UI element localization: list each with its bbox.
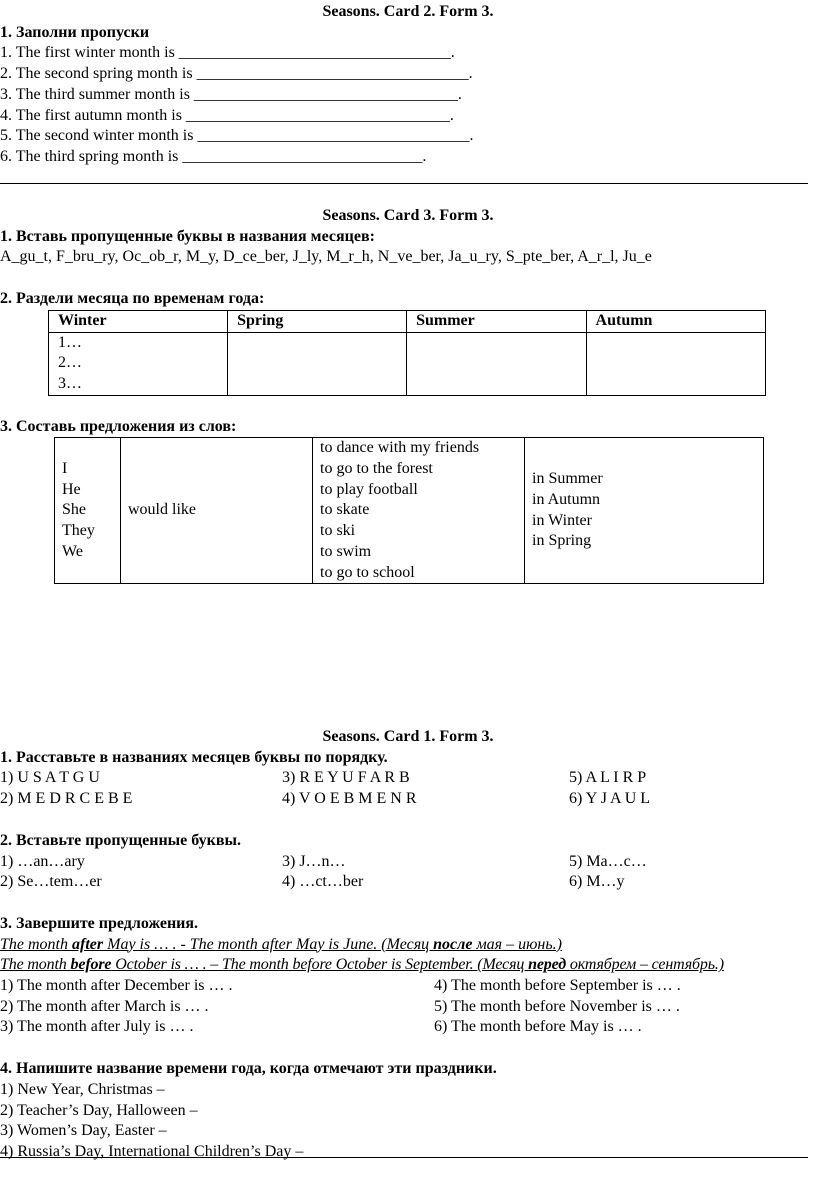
example-before-part2: October is … . – The month before October is September. (Месяц	[111, 956, 529, 974]
sentence-3: 3) The month after July is … .	[0, 1018, 194, 1036]
season-row-2: 2…	[58, 354, 82, 372]
season-option-2: in Autumn	[532, 491, 601, 509]
example-before-keyword: before	[70, 956, 112, 974]
scrambled-2: 2) M E D R C E B E	[0, 790, 133, 808]
card3-task3-heading: 3. Составь предложения из слов:	[0, 417, 237, 435]
card3-title: Seasons. Card 3. Form 3.	[322, 207, 494, 224]
card1	[0, 727, 816, 1163]
season-header-summer: Summer	[407, 310, 586, 332]
card1-task1-heading: 1. Расставьте в названиях месяцев буквы по порядку.	[0, 748, 388, 766]
scrambled-grid	[0, 768, 816, 809]
card1-task4-heading: 4. Напишите название времени года, когда отмечают эти праздники.	[0, 1060, 497, 1078]
subject-2: He	[62, 480, 81, 498]
card1-task2-heading: 2. Вставьте пропущенные буквы.	[0, 831, 241, 849]
sentence-6: 6) The month before May is … .	[434, 1018, 642, 1036]
summer-cell	[407, 332, 586, 395]
spring-cell	[228, 332, 407, 395]
example-after-part2: May is … . - The month after May is June. (Месяц	[103, 935, 434, 953]
gap-6: 6) M…y	[569, 873, 625, 891]
sentence-1: 1) The month after December is … .	[0, 977, 233, 995]
subject-3: She	[62, 501, 86, 519]
season-option-1: in Summer	[532, 470, 603, 488]
activity-6: to swim	[320, 542, 372, 560]
season-option-4: in Spring	[532, 532, 592, 550]
season-table-header	[49, 310, 766, 332]
subject-1: I	[62, 460, 68, 478]
example-before-ru-keyword: перед	[528, 956, 567, 974]
activities-cell	[313, 438, 525, 584]
season-table-row	[49, 332, 766, 395]
example-after	[0, 935, 816, 956]
card2-line-4: 4. The first autumn month is _________________________________.	[0, 106, 454, 124]
season-table	[48, 310, 766, 396]
subject-5: We	[62, 542, 83, 560]
sentence-2: 2) The month after March is … .	[0, 997, 209, 1015]
gap-5: 5) Ma…c…	[569, 852, 647, 870]
verb-text: would like	[128, 501, 196, 519]
winter-cell	[49, 332, 228, 395]
example-before-part3: октябрем – сентябрь.)	[566, 956, 724, 974]
scrambled-5: 5) A L I R P	[569, 769, 647, 787]
activity-5: to ski	[320, 522, 356, 540]
gap-4: 4) …ct…ber	[282, 873, 364, 891]
card1-task3-heading: 3. Завершите предложения.	[0, 914, 199, 932]
card2-title: Seasons. Card 2. Form 3.	[322, 3, 494, 20]
example-after-part3: мая – июнь.)	[472, 935, 562, 953]
subject-4: They	[62, 522, 95, 540]
example-before	[0, 955, 816, 976]
season-header-spring: Spring	[228, 310, 407, 332]
season-row-3: 3…	[58, 374, 82, 392]
sentences-grid	[0, 976, 816, 1038]
card3-task1-heading: 1. Вставь пропущенные буквы в названия месяцев:	[0, 227, 375, 245]
activity-7: to go to school	[320, 563, 415, 581]
holiday-2: 2) Teacher’s Day, Halloween –	[0, 1101, 198, 1119]
sentence-4: 4) The month before September is … .	[434, 977, 681, 995]
card1-title: Seasons. Card 1. Form 3.	[322, 728, 494, 745]
gap-1: 1) …an…ary	[0, 852, 85, 870]
subjects-cell	[55, 438, 121, 584]
scrambled-1: 1) U S A T G U	[0, 769, 100, 787]
season-row-1: 1…	[58, 333, 82, 351]
season-option-3: in Winter	[532, 511, 592, 529]
card3-task2-heading: 2. Раздели месяца по временам года:	[0, 290, 265, 308]
example-after-ru-keyword: после	[433, 935, 473, 953]
card3-task1-text: A_gu_t, F_bru_ry, Oc_ob_r, M_y, D_ce_ber, J_ly, M_r_h, N_ve_ber, Ja_u_ry, S_pte_ber, A_r_l, Ju_e	[0, 248, 652, 266]
gaps-grid	[0, 852, 816, 893]
holiday-3: 3) Women’s Day, Easter –	[0, 1122, 167, 1140]
divider-1	[0, 183, 808, 184]
activity-3: to play football	[320, 480, 418, 498]
divider-2	[0, 1157, 808, 1158]
example-before-part1: The month	[0, 956, 71, 974]
season-header-winter: Winter	[49, 310, 228, 332]
scrambled-3: 3) R E Y U F A R B	[282, 769, 410, 787]
verb-cell	[121, 438, 313, 584]
holiday-1: 1) New Year, Christmas –	[0, 1080, 165, 1098]
gap-2: 2) Se…tem…er	[0, 873, 102, 891]
season-header-autumn: Autumn	[586, 310, 765, 332]
card2-line-2: 2. The second spring month is __________________________________.	[0, 65, 473, 83]
scrambled-4: 4) V O E B M E N R	[282, 790, 417, 808]
card2	[0, 2, 816, 168]
sentence-5: 5) The month before November is … .	[434, 997, 680, 1015]
card2-line-1: 1. The first winter month is __________________________________.	[0, 44, 455, 62]
card2-line-3: 3. The third summer month is _________________________________.	[0, 85, 462, 103]
card2-line-6: 6. The third spring month is ______________________________.	[0, 147, 427, 165]
activity-1: to dance with my friends	[320, 439, 480, 457]
example-after-part1: The month	[0, 935, 72, 953]
card2-line-5: 5. The second winter month is __________________________________.	[0, 127, 474, 145]
activity-2: to go to the forest	[320, 460, 433, 478]
scrambled-6: 6) Y J A U L	[569, 790, 651, 808]
activity-4: to skate	[320, 501, 370, 519]
seasons-cell	[525, 438, 764, 584]
gap-3: 3) J…n…	[282, 852, 346, 870]
autumn-cell	[586, 332, 765, 395]
holiday-4: 4) Russia’s Day, International Children’s Day –	[0, 1142, 304, 1160]
sentence-builder-table	[54, 437, 764, 584]
card2-task1-heading: 1. Заполни пропуски	[0, 23, 150, 41]
card3	[0, 206, 816, 584]
example-after-keyword: after	[72, 935, 104, 953]
